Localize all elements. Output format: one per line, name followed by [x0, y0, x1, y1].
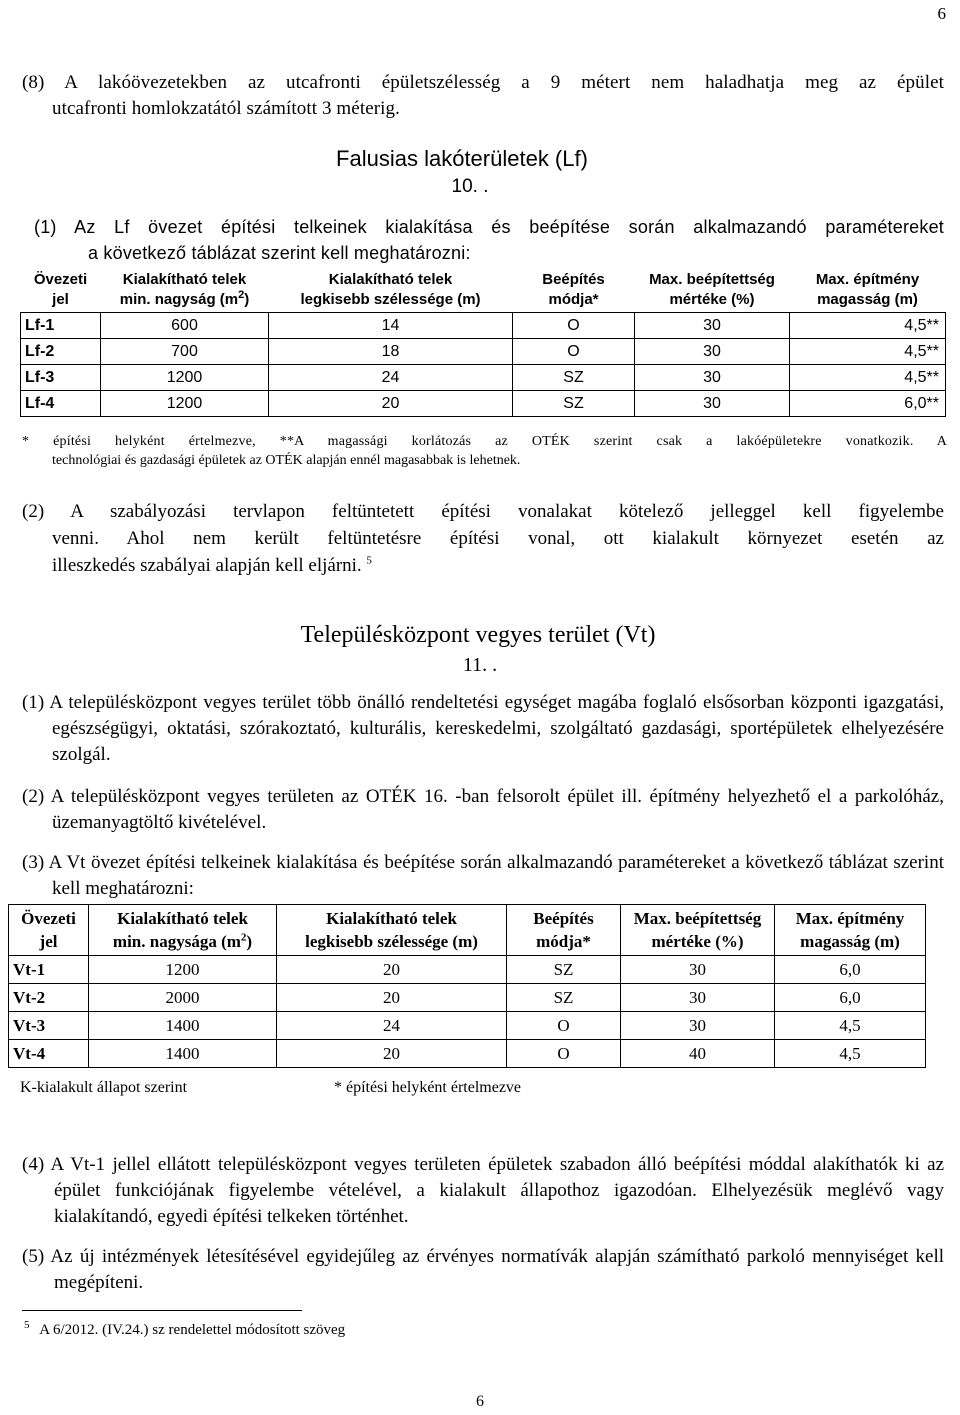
table-cell: 20 — [277, 984, 507, 1012]
table-cell: 24 — [277, 1012, 507, 1040]
table-row — [9, 956, 926, 984]
table-cell: 4,5 — [775, 1040, 926, 1068]
table-cell: 30 — [635, 313, 790, 339]
table-cell: SZ — [507, 984, 621, 1012]
table-cell: 30 — [621, 984, 775, 1012]
vt-paragraph-4: (4) A Vt-1 jellel ellátott településközpont vegyes területen épületek szabadon álló beépítési móddal alakíthatók ki az épület funkciójának figyelembe vételével, a kialakult állapothoz igazodóan. Elhelyezésük meglévő vagy kialakítandó, egyedi építési telkeken történhet. — [22, 1154, 944, 1227]
table-cell: Lf-3 — [21, 365, 101, 391]
lf-header-build-mode: Beépítés módja* — [513, 268, 635, 313]
table-cell: Vt-2 — [9, 984, 89, 1012]
table-cell: 4,5 — [775, 1012, 926, 1040]
page-number-top: 6 — [937, 4, 946, 23]
vt-header-max-height: Max. építmény magasság (m) — [775, 905, 926, 956]
vt-paragraph-3: (3) A Vt övezet építési telkeinek kialakítása és beépítése során alkalmazandó paramétereket a következő táblázat szerint kell meghatározni: — [22, 852, 944, 899]
table-cell: 1200 — [101, 391, 269, 417]
table-cell: SZ — [507, 956, 621, 984]
table-cell: 600 — [101, 313, 269, 339]
table-cell: 20 — [269, 391, 513, 417]
lf-paragraph-1-line2: a következő táblázat szerint kell meghatározni: — [88, 243, 471, 263]
vt-paragraph-5: (5) Az új intézmények létesítésével egyidejűleg az érvényes normatívák alapján számítható parkoló mennyiséget kell megépíteni. — [22, 1246, 944, 1293]
table-cell: Lf-1 — [21, 313, 101, 339]
footnote-ref-5: 5 — [366, 554, 372, 567]
table-cell: 1400 — [89, 1012, 277, 1040]
lf-header-min-width: Kialakítható telek legkisebb szélessége (m) — [269, 268, 513, 313]
lf-table-header-row — [21, 268, 946, 313]
lf-table-note-line2: technológiai és gazdasági épületek az OTÉK alapján ennél magasabbak is lehetnek. — [52, 453, 521, 468]
table-cell: 1400 — [89, 1040, 277, 1068]
table-row — [21, 391, 946, 417]
lf-header-max-height: Max. építmény magasság (m) — [790, 268, 946, 313]
vt-paragraph-1: (1) A településközpont vegyes terület több önálló rendeltetési egységet magába foglaló elsősorban központi igazgatási, egészségügyi, oktatási, szórakoztató, kulturális, kereskedelmi, szolgáltató gazdasági, sportépületek elhelyezésére szolgál. — [22, 692, 944, 765]
footnote — [24, 1319, 346, 1339]
table-row — [9, 984, 926, 1012]
table-cell: 6,0 — [775, 956, 926, 984]
table-cell: 30 — [635, 391, 790, 417]
table-row — [9, 1012, 926, 1040]
vt-paragraph-2: (2) A településközpont vegyes területen az OTÉK 16. -ban felsorolt épület ill. építmény helyezhető el a parkolóház, üzemanyagtöltő kivételével. — [22, 786, 944, 833]
footnote-number: 5 — [24, 1319, 30, 1331]
table-cell: O — [507, 1040, 621, 1068]
vt-table-header-row — [9, 905, 926, 956]
paragraph-8 — [22, 70, 944, 122]
lf-paragraph-2-line1: (2) A szabályozási tervlapon feltüntetett építési vonalakat kötelező jelleggel kell figyelembe — [22, 501, 944, 522]
table-cell: Vt-1 — [9, 956, 89, 984]
table-cell: 30 — [621, 1012, 775, 1040]
vt-parameters-table — [8, 904, 926, 1068]
table-cell: 30 — [635, 365, 790, 391]
table-cell: O — [513, 313, 635, 339]
table-cell: 40 — [621, 1040, 775, 1068]
lf-paragraph-2-line2: venni. Ahol nem került feltüntetésre építési vonal, ott kialakult környezet esetén az — [52, 528, 944, 549]
vt-section-title: Településközpont vegyes terület (Vt) — [300, 622, 656, 648]
table-cell: 14 — [269, 313, 513, 339]
table-cell: 30 — [635, 339, 790, 365]
vt-header-zone: Övezeti jel — [9, 905, 89, 956]
table-cell: 700 — [101, 339, 269, 365]
lf-header-zone: Övezeti jel — [21, 268, 101, 313]
lf-table-note — [22, 432, 947, 470]
footnote-text: A 6/2012. (IV.24.) sz rendelettel módosított szöveg — [39, 1322, 346, 1338]
footnote-divider — [22, 1310, 302, 1311]
table-row — [21, 339, 946, 365]
table-cell: 6,0 — [775, 984, 926, 1012]
table-cell: Lf-4 — [21, 391, 101, 417]
table-cell: O — [513, 339, 635, 365]
table-cell: 18 — [269, 339, 513, 365]
lf-section-title: Falusias lakóterületek (Lf) — [336, 146, 588, 171]
vt-header-max-coverage: Max. beépítettség mértéke (%) — [621, 905, 775, 956]
table-row — [21, 313, 946, 339]
lf-paragraph-1-line1: (1) Az Lf övezet építési telkeinek kialakítása és beépítése során alkalmazandó paramétereket — [34, 217, 944, 237]
table-cell: Lf-2 — [21, 339, 101, 365]
vt-header-min-size: Kialakítható telek min. nagysága $(m^2)$ — [89, 905, 277, 956]
table-cell: 1200 — [89, 956, 277, 984]
vt-header-build-mode: Beépítés módja* — [507, 905, 621, 956]
table-cell: 4,5** — [790, 339, 946, 365]
table-cell: O — [507, 1012, 621, 1040]
lf-paragraph-2-line3: illeszkedés szabályai alapján kell eljárni. — [52, 555, 362, 576]
table-cell: 1200 — [101, 365, 269, 391]
vt-table-note-left: K-kialakult állapot szerint — [20, 1079, 188, 1096]
lf-paragraph-1 — [34, 214, 944, 266]
table-cell: 2000 — [89, 984, 277, 1012]
table-cell: 30 — [621, 956, 775, 984]
table-cell: 4,5** — [790, 313, 946, 339]
lf-section-number: 10. . — [451, 176, 489, 197]
table-row — [21, 365, 946, 391]
vt-section-number: 11. . — [462, 654, 498, 676]
table-cell: 4,5** — [790, 365, 946, 391]
paragraph-8-line1: (8) A lakóövezetekben az utcafronti épületszélesség a 9 métert nem haladhatja meg az épület — [22, 72, 944, 93]
lf-paragraph-2 — [22, 498, 944, 579]
table-cell: SZ — [513, 365, 635, 391]
vt-table-note-right: * építési helyként értelmezve — [334, 1079, 522, 1096]
page-number-bottom: 6 — [476, 1393, 484, 1410]
table-cell: 20 — [277, 956, 507, 984]
vt-header-min-width: Kialakítható telek legkisebb szélessége (m) — [277, 905, 507, 956]
table-cell: Vt-3 — [9, 1012, 89, 1040]
lf-parameters-table — [20, 268, 946, 417]
table-cell: SZ — [513, 391, 635, 417]
lf-header-max-coverage: Max. beépítettség mértéke (%) — [635, 268, 790, 313]
table-cell: 6,0** — [790, 391, 946, 417]
table-cell: 24 — [269, 365, 513, 391]
table-row — [9, 1040, 926, 1068]
lf-header-min-size: Kialakítható telek min. nagyság $(m^2)$ — [101, 268, 269, 313]
lf-table-note-line1: * építési helyként értelmezve, **A magassági korlátozás az OTÉK szerint csak a lakóépületekre vonatkozik. A — [22, 434, 947, 449]
table-cell: 20 — [277, 1040, 507, 1068]
paragraph-8-line2: utcafronti homlokzatától számított 3 méterig. — [52, 98, 400, 119]
table-cell: Vt-4 — [9, 1040, 89, 1068]
